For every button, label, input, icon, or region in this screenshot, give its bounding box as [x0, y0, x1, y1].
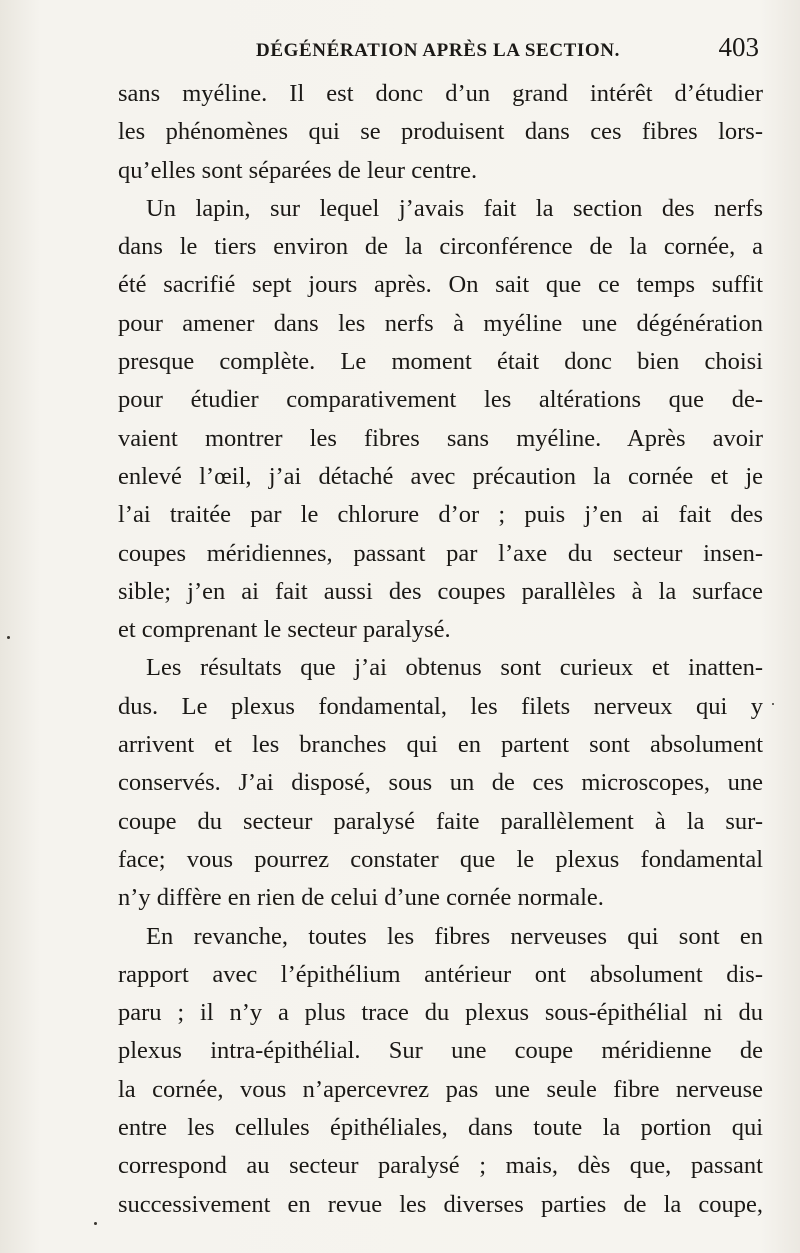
paragraph-start-line: Un lapin, sur lequel j’avais fait la section des nerfs [146, 194, 763, 222]
text-line: la cornée, vous n’apercevrez pas une seule fibre nerveuse [118, 1075, 763, 1103]
text-line: et comprenant le secteur paralysé. [118, 616, 451, 644]
text-line: arrivent et les branches qui en partent sont absolument [118, 731, 763, 759]
paragraph-start-line: En revanche, toutes les fibres nerveuses qui sont en [146, 922, 763, 950]
text-line: entre les cellules épithéliales, dans toute la portion qui [118, 1114, 763, 1142]
text-line: dans le tiers environ de la circonférence de la cornée, a [118, 233, 763, 261]
body-text [118, 75, 763, 1224]
page-header [118, 30, 763, 66]
text-line: l’ai traitée par le chlorure d’or ; puis j’en ai fait des [118, 501, 763, 529]
text-line: conservés. J’ai disposé, sous un de ces microscopes, une [118, 769, 763, 797]
text-line: coupe du secteur paralysé faite parallèlement à la sur- [118, 807, 763, 835]
text-line: sible; j’en ai fait aussi des coupes parallèles à la surface [118, 577, 763, 605]
text-line: enlevé l’œil, j’ai détaché avec précaution la cornée et je [118, 462, 763, 490]
text-line: presque complète. Le moment était donc bien choisi [118, 348, 763, 376]
text-line: les phénomènes qui se produisent dans ces fibres lors- [118, 118, 763, 146]
text-line: face; vous pourrez constater que le plexus fondamental [118, 845, 763, 873]
text-line: coupes méridiennes, passant par l’axe du secteur insen- [118, 539, 763, 567]
ink-speck [94, 1222, 97, 1225]
paragraph-start-line: Les résultats que j’ai obtenus sont curieux et inatten- [146, 654, 763, 682]
ink-speck [7, 636, 10, 639]
text-line: correspond au secteur paralysé ; mais, dès que, passant [118, 1152, 763, 1180]
running-title: DÉGÉNÉRATION APRÈS LA SECTION. [256, 40, 620, 61]
text-line: plexus intra-épithélial. Sur une coupe méridienne de [118, 1037, 763, 1065]
text-line: paru ; il n’y a plus trace du plexus sous-épithélial ni du [118, 999, 763, 1027]
text-line: été sacrifié sept jours après. On sait que ce temps suffit [118, 271, 763, 299]
ink-speck [772, 703, 774, 705]
text-line: vaient montrer les fibres sans myéline. Après avoir [118, 424, 763, 452]
page-number: 403 [718, 32, 759, 62]
text-line: successivement en revue les diverses parties de la coupe, [118, 1190, 763, 1218]
text-line: qu’elles sont séparées de leur centre. [118, 156, 478, 184]
text-line: n’y diffère en rien de celui d’une cornée normale. [118, 884, 604, 912]
text-line: pour étudier comparativement les altérations que de- [118, 386, 763, 414]
text-line: sans myéline. Il est donc d’un grand intérêt d’étudier [118, 80, 763, 107]
text-line: dus. Le plexus fondamental, les filets nerveux qui y [118, 692, 763, 720]
text-line: pour amener dans les nerfs à myéline une dégénération [118, 309, 763, 337]
text-line: rapport avec l’épithélium antérieur ont absolument dis- [118, 960, 763, 988]
